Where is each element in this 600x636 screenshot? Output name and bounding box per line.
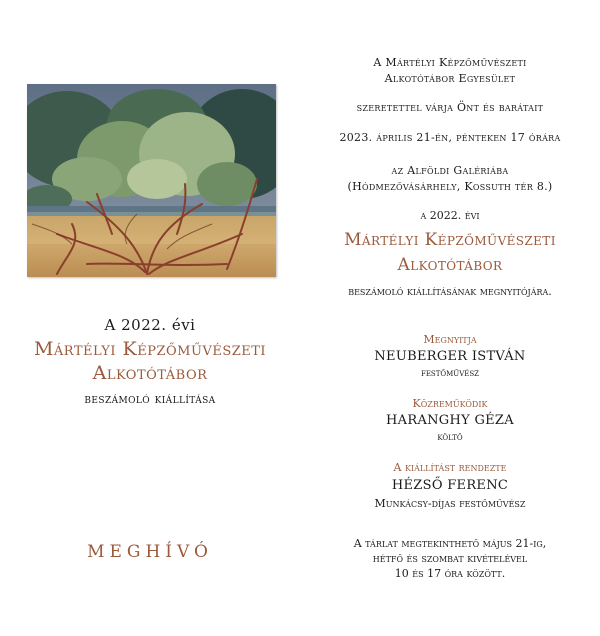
footer-line1: A tárlat megtekinthető május 21-ig,	[353, 537, 547, 550]
painting-image	[27, 84, 276, 277]
right-subtitle: beszámoló kiállításának megnyitójára.	[348, 285, 552, 298]
landscape-painting	[27, 84, 276, 277]
opening-label: Megnyitja	[423, 333, 477, 346]
venue-line1: az Alföldi Galériába	[391, 164, 509, 177]
footer-line3: 10 és 17 óra között.	[394, 567, 506, 580]
host-line2: Alkotótábor Egyesület	[384, 72, 516, 85]
opening-role: festőművész	[420, 368, 480, 379]
left-year-line: A 2022. évi	[104, 316, 196, 334]
left-title-line2: Alkotótábor	[92, 362, 208, 384]
curator-label: A kiállítást rendezte	[393, 461, 507, 474]
contributor-name: HARANGHY GÉZA	[386, 413, 514, 428]
left-title-line1: Mártélyi Képzőművészeti	[33, 338, 267, 360]
invite-line: szeretettel várja Önt és barátait	[356, 101, 544, 114]
host-line1: A Mártélyi Képzőművészeti	[373, 56, 527, 69]
curator-name: HÉZSŐ FERENC	[391, 478, 509, 493]
contributor-label: Közreműködik	[412, 397, 488, 410]
venue-line2: (Hódmezővásárhely, Kossuth tér 8.)	[347, 180, 553, 193]
opening-name: NEUBERGER ISTVÁN	[374, 349, 526, 364]
date-line: 2023. április 21-én, pénteken 17 órára	[339, 131, 561, 144]
right-title-line1: Mártélyi Képzőművészeti	[344, 230, 556, 250]
footer-line2: hétfő és szombat kivételével	[372, 552, 528, 565]
invitation-heading: MEGHÍVÓ	[87, 542, 213, 562]
right-year-line: a 2022. évi	[420, 209, 480, 222]
right-panel	[300, 0, 600, 636]
right-title-line2: Alkotótábor	[397, 255, 503, 275]
curator-role: Munkácsy-díjas festőművész	[374, 497, 526, 510]
left-subtitle: beszámoló kiállítása	[84, 392, 216, 407]
contributor-role: költő	[437, 432, 463, 443]
